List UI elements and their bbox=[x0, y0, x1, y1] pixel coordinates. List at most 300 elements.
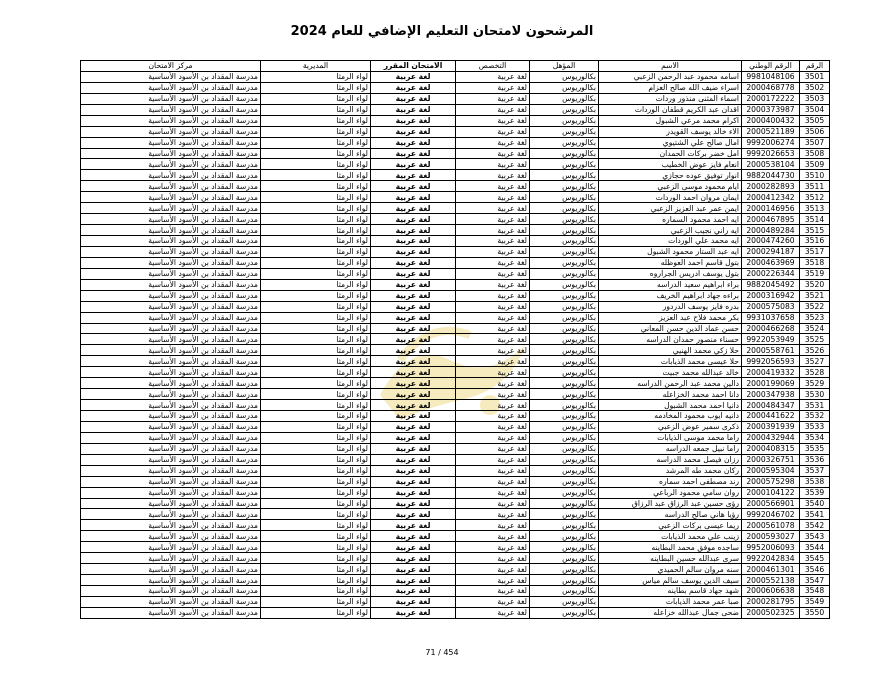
table-row bbox=[81, 170, 830, 181]
cell-specialization: لغة عربية bbox=[456, 586, 530, 597]
cell-directorate: لواء الرمثا bbox=[261, 443, 371, 454]
cell-name: اكرام محمد مرعي الشبول bbox=[599, 115, 742, 126]
header-national-id: الرقم الوطني bbox=[742, 61, 800, 72]
cell-serial: 3503 bbox=[800, 93, 830, 104]
cell-national-id: 2000326751 bbox=[742, 454, 800, 465]
cell-exam: لغة عربية bbox=[371, 596, 456, 607]
cell-national-id: 2000373987 bbox=[742, 104, 800, 115]
cell-exam: لغة عربية bbox=[371, 443, 456, 454]
table-header-row bbox=[81, 61, 830, 72]
cell-serial: 3528 bbox=[800, 367, 830, 378]
cell-serial: 3538 bbox=[800, 476, 830, 487]
cell-specialization: لغة عربية bbox=[456, 279, 530, 290]
cell-name: اسامه محمود عبد الرحمن الزعبي bbox=[599, 71, 742, 82]
cell-exam: لغة عربية bbox=[371, 345, 456, 356]
cell-name: ايمن عمر عبد العزيز الزعبي bbox=[599, 203, 742, 214]
cell-exam: لغة عربية bbox=[371, 170, 456, 181]
cell-exam: لغة عربية bbox=[371, 334, 456, 345]
cell-center: مدرسة المقداد بن الأسود الأساسية bbox=[81, 564, 261, 575]
cell-name: ركان محمد طه المرشد bbox=[599, 465, 742, 476]
cell-serial: 3527 bbox=[800, 356, 830, 367]
cell-directorate: لواء الرمثا bbox=[261, 137, 371, 148]
cell-qualification: بكالوريوس bbox=[530, 367, 599, 378]
cell-name: انوار توفيق عوده حجازي bbox=[599, 170, 742, 181]
cell-directorate: لواء الرمثا bbox=[261, 520, 371, 531]
cell-center: مدرسة المقداد بن الأسود الأساسية bbox=[81, 345, 261, 356]
candidates-table bbox=[80, 60, 830, 619]
cell-exam: لغة عربية bbox=[371, 411, 456, 422]
cell-specialization: لغة عربية bbox=[456, 411, 530, 422]
cell-national-id: 2000408315 bbox=[742, 443, 800, 454]
table-row bbox=[81, 148, 830, 159]
cell-exam: لغة عربية bbox=[371, 323, 456, 334]
cell-name: بكر محمد فلاح عبد العزيز bbox=[599, 312, 742, 323]
cell-specialization: لغة عربية bbox=[456, 531, 530, 542]
table-row bbox=[81, 531, 830, 542]
cell-serial: 3529 bbox=[800, 378, 830, 389]
cell-center: مدرسة المقداد بن الأسود الأساسية bbox=[81, 334, 261, 345]
cell-exam: لغة عربية bbox=[371, 192, 456, 203]
cell-national-id: 9981048106 bbox=[742, 71, 800, 82]
cell-name: دانيه ايوب محمود المخادمه bbox=[599, 411, 742, 422]
cell-national-id: 2000466268 bbox=[742, 323, 800, 334]
table-row bbox=[81, 378, 830, 389]
cell-center: مدرسة المقداد بن الأسود الأساسية bbox=[81, 411, 261, 422]
cell-name: بتول قاسم احمد العوظله bbox=[599, 257, 742, 268]
cell-national-id: 9931037658 bbox=[742, 312, 800, 323]
cell-qualification: بكالوريوس bbox=[530, 443, 599, 454]
cell-directorate: لواء الرمثا bbox=[261, 498, 371, 509]
cell-serial: 3522 bbox=[800, 301, 830, 312]
cell-qualification: بكالوريوس bbox=[530, 170, 599, 181]
cell-serial: 3539 bbox=[800, 487, 830, 498]
cell-specialization: لغة عربية bbox=[456, 356, 530, 367]
cell-center: مدرسة المقداد بن الأسود الأساسية bbox=[81, 487, 261, 498]
cell-exam: لغة عربية bbox=[371, 509, 456, 520]
cell-center: مدرسة المقداد بن الأسود الأساسية bbox=[81, 93, 261, 104]
cell-specialization: لغة عربية bbox=[456, 520, 530, 531]
cell-national-id: 9922053949 bbox=[742, 334, 800, 345]
cell-directorate: لواء الرمثا bbox=[261, 345, 371, 356]
table-row bbox=[81, 367, 830, 378]
cell-center: مدرسة المقداد بن الأسود الأساسية bbox=[81, 443, 261, 454]
table-row bbox=[81, 301, 830, 312]
cell-specialization: لغة عربية bbox=[456, 312, 530, 323]
cell-name: ايه عبد الستار محمود الشبول bbox=[599, 246, 742, 257]
cell-directorate: لواء الرمثا bbox=[261, 509, 371, 520]
cell-directorate: لواء الرمثا bbox=[261, 290, 371, 301]
table-row bbox=[81, 137, 830, 148]
cell-serial: 3505 bbox=[800, 115, 830, 126]
table-row bbox=[81, 257, 830, 268]
cell-specialization: لغة عربية bbox=[456, 71, 530, 82]
cell-specialization: لغة عربية bbox=[456, 454, 530, 465]
cell-national-id: 2000441622 bbox=[742, 411, 800, 422]
cell-name: براءه جهاد ابراهيم الخريف bbox=[599, 290, 742, 301]
cell-qualification: بكالوريوس bbox=[530, 93, 599, 104]
cell-center: مدرسة المقداد بن الأسود الأساسية bbox=[81, 421, 261, 432]
cell-serial: 3510 bbox=[800, 170, 830, 181]
table-row bbox=[81, 225, 830, 236]
cell-national-id: 2000575083 bbox=[742, 301, 800, 312]
cell-center: مدرسة المقداد بن الأسود الأساسية bbox=[81, 126, 261, 137]
table-row bbox=[81, 476, 830, 487]
cell-directorate: لواء الرمثا bbox=[261, 465, 371, 476]
cell-specialization: لغة عربية bbox=[456, 104, 530, 115]
cell-qualification: بكالوريوس bbox=[530, 236, 599, 247]
cell-center: مدرسة المقداد بن الأسود الأساسية bbox=[81, 575, 261, 586]
cell-national-id: 2000484347 bbox=[742, 400, 800, 411]
cell-center: مدرسة المقداد بن الأسود الأساسية bbox=[81, 323, 261, 334]
cell-exam: لغة عربية bbox=[371, 268, 456, 279]
cell-exam: لغة عربية bbox=[371, 586, 456, 597]
cell-qualification: بكالوريوس bbox=[530, 192, 599, 203]
cell-national-id: 2000146956 bbox=[742, 203, 800, 214]
cell-national-id: 2000461301 bbox=[742, 564, 800, 575]
cell-exam: لغة عربية bbox=[371, 148, 456, 159]
cell-specialization: لغة عربية bbox=[456, 421, 530, 432]
cell-name: بتول يوسف ادريس الجراروه bbox=[599, 268, 742, 279]
cell-name: حسناء منصور حمدان الدراسه bbox=[599, 334, 742, 345]
cell-name: راما محمد موسى الذيابات bbox=[599, 432, 742, 443]
cell-specialization: لغة عربية bbox=[456, 564, 530, 575]
cell-qualification: بكالوريوس bbox=[530, 487, 599, 498]
cell-serial: 3548 bbox=[800, 586, 830, 597]
cell-exam: لغة عربية bbox=[371, 312, 456, 323]
cell-exam: لغة عربية bbox=[371, 82, 456, 93]
table-row bbox=[81, 126, 830, 137]
cell-directorate: لواء الرمثا bbox=[261, 421, 371, 432]
cell-directorate: لواء الرمثا bbox=[261, 411, 371, 422]
cell-qualification: بكالوريوس bbox=[530, 586, 599, 597]
cell-exam: لغة عربية bbox=[371, 203, 456, 214]
header-center: مركز الامتحان bbox=[81, 61, 261, 72]
cell-name: زينب علي محمد الذيابات bbox=[599, 531, 742, 542]
cell-directorate: لواء الرمثا bbox=[261, 225, 371, 236]
cell-name: خالد عبدالله محمد جبيت bbox=[599, 367, 742, 378]
cell-center: مدرسة المقداد بن الأسود الأساسية bbox=[81, 596, 261, 607]
cell-national-id: 2000432944 bbox=[742, 432, 800, 443]
cell-center: مدرسة المقداد بن الأسود الأساسية bbox=[81, 82, 261, 93]
cell-name: صبا عمر محمد الذيابات bbox=[599, 596, 742, 607]
table-row bbox=[81, 181, 830, 192]
cell-qualification: بكالوريوس bbox=[530, 553, 599, 564]
cell-directorate: لواء الرمثا bbox=[261, 334, 371, 345]
cell-serial: 3525 bbox=[800, 334, 830, 345]
cell-serial: 3530 bbox=[800, 389, 830, 400]
cell-center: مدرسة المقداد بن الأسود الأساسية bbox=[81, 279, 261, 290]
cell-center: مدرسة المقداد بن الأسود الأساسية bbox=[81, 225, 261, 236]
cell-serial: 3517 bbox=[800, 246, 830, 257]
cell-center: مدرسة المقداد بن الأسود الأساسية bbox=[81, 170, 261, 181]
cell-serial: 3506 bbox=[800, 126, 830, 137]
table-row bbox=[81, 279, 830, 290]
cell-national-id: 2000606638 bbox=[742, 586, 800, 597]
cell-directorate: لواء الرمثا bbox=[261, 575, 371, 586]
cell-national-id: 2000521189 bbox=[742, 126, 800, 137]
cell-name: سنه مروان سالم الحميدي bbox=[599, 564, 742, 575]
cell-directorate: لواء الرمثا bbox=[261, 148, 371, 159]
cell-exam: لغة عربية bbox=[371, 181, 456, 192]
cell-center: مدرسة المقداد بن الأسود الأساسية bbox=[81, 214, 261, 225]
cell-specialization: لغة عربية bbox=[456, 159, 530, 170]
cell-specialization: لغة عربية bbox=[456, 170, 530, 181]
cell-specialization: لغة عربية bbox=[456, 400, 530, 411]
cell-qualification: بكالوريوس bbox=[530, 411, 599, 422]
cell-specialization: لغة عربية bbox=[456, 126, 530, 137]
cell-name: حسن عماد الدين حسن المعاني bbox=[599, 323, 742, 334]
cell-specialization: لغة عربية bbox=[456, 443, 530, 454]
page-number: 71 / 454 bbox=[425, 648, 459, 657]
cell-national-id: 2000474260 bbox=[742, 236, 800, 247]
cell-directorate: لواء الرمثا bbox=[261, 400, 371, 411]
cell-name: ايمان مروان احمد الوردات bbox=[599, 192, 742, 203]
cell-exam: لغة عربية bbox=[371, 301, 456, 312]
cell-specialization: لغة عربية bbox=[456, 334, 530, 345]
cell-specialization: لغة عربية bbox=[456, 323, 530, 334]
cell-qualification: بكالوريوس bbox=[530, 323, 599, 334]
cell-serial: 3533 bbox=[800, 421, 830, 432]
cell-serial: 3532 bbox=[800, 411, 830, 422]
cell-qualification: بكالوريوس bbox=[530, 279, 599, 290]
table-row bbox=[81, 465, 830, 476]
cell-directorate: لواء الرمثا bbox=[261, 367, 371, 378]
header-specialization: التخصص bbox=[456, 61, 530, 72]
cell-qualification: بكالوريوس bbox=[530, 301, 599, 312]
cell-serial: 3549 bbox=[800, 596, 830, 607]
cell-directorate: لواء الرمثا bbox=[261, 487, 371, 498]
cell-exam: لغة عربية bbox=[371, 400, 456, 411]
cell-qualification: بكالوريوس bbox=[530, 476, 599, 487]
cell-directorate: لواء الرمثا bbox=[261, 181, 371, 192]
cell-qualification: بكالوريوس bbox=[530, 148, 599, 159]
cell-center: مدرسة المقداد بن الأسود الأساسية bbox=[81, 268, 261, 279]
cell-national-id: 2000282893 bbox=[742, 181, 800, 192]
cell-name: ضحى جمال عبدالله خزاعله bbox=[599, 607, 742, 618]
cell-name: ايام محمود موسى الزعبي bbox=[599, 181, 742, 192]
cell-directorate: لواء الرمثا bbox=[261, 531, 371, 542]
cell-directorate: لواء الرمثا bbox=[261, 356, 371, 367]
cell-specialization: لغة عربية bbox=[456, 301, 530, 312]
table-row bbox=[81, 487, 830, 498]
cell-serial: 3521 bbox=[800, 290, 830, 301]
cell-exam: لغة عربية bbox=[371, 214, 456, 225]
cell-center: مدرسة المقداد بن الأسود الأساسية bbox=[81, 148, 261, 159]
cell-qualification: بكالوريوس bbox=[530, 421, 599, 432]
cell-directorate: لواء الرمثا bbox=[261, 203, 371, 214]
table-row bbox=[81, 334, 830, 345]
cell-serial: 3546 bbox=[800, 564, 830, 575]
cell-center: مدرسة المقداد بن الأسود الأساسية bbox=[81, 312, 261, 323]
cell-qualification: بكالوريوس bbox=[530, 71, 599, 82]
cell-specialization: لغة عربية bbox=[456, 345, 530, 356]
cell-qualification: بكالوريوس bbox=[530, 575, 599, 586]
cell-specialization: لغة عربية bbox=[456, 115, 530, 126]
cell-directorate: لواء الرمثا bbox=[261, 279, 371, 290]
cell-exam: لغة عربية bbox=[371, 564, 456, 575]
cell-qualification: بكالوريوس bbox=[530, 181, 599, 192]
cell-qualification: بكالوريوس bbox=[530, 214, 599, 225]
cell-serial: 3511 bbox=[800, 181, 830, 192]
cell-directorate: لواء الرمثا bbox=[261, 454, 371, 465]
table-row bbox=[81, 400, 830, 411]
cell-national-id: 2000226344 bbox=[742, 268, 800, 279]
cell-name: امل خضر بركات الحمدان bbox=[599, 148, 742, 159]
cell-directorate: لواء الرمثا bbox=[261, 257, 371, 268]
cell-serial: 3541 bbox=[800, 509, 830, 520]
cell-exam: لغة عربية bbox=[371, 356, 456, 367]
cell-qualification: بكالوريوس bbox=[530, 498, 599, 509]
cell-serial: 3516 bbox=[800, 236, 830, 247]
cell-specialization: لغة عربية bbox=[456, 192, 530, 203]
cell-specialization: لغة عربية bbox=[456, 465, 530, 476]
cell-center: مدرسة المقداد بن الأسود الأساسية bbox=[81, 203, 261, 214]
cell-name: دانيا احمد محمد الشبول bbox=[599, 400, 742, 411]
cell-directorate: لواء الرمثا bbox=[261, 214, 371, 225]
table-row bbox=[81, 421, 830, 432]
table-row bbox=[81, 389, 830, 400]
cell-directorate: لواء الرمثا bbox=[261, 82, 371, 93]
table-row bbox=[81, 312, 830, 323]
table-row bbox=[81, 575, 830, 586]
cell-specialization: لغة عربية bbox=[456, 181, 530, 192]
cell-national-id: 2000391939 bbox=[742, 421, 800, 432]
cell-serial: 3544 bbox=[800, 542, 830, 553]
table-row bbox=[81, 203, 830, 214]
cell-name: اسراء ضيف الله صالح العزام bbox=[599, 82, 742, 93]
cell-center: مدرسة المقداد بن الأسود الأساسية bbox=[81, 553, 261, 564]
cell-center: مدرسة المقداد بن الأسود الأساسية bbox=[81, 531, 261, 542]
cell-name: ريما عيسى بركات الزعبي bbox=[599, 520, 742, 531]
cell-name: روان سامي محمود الرباعي bbox=[599, 487, 742, 498]
cell-national-id: 2000400432 bbox=[742, 115, 800, 126]
cell-national-id: 2000558761 bbox=[742, 345, 800, 356]
cell-serial: 3515 bbox=[800, 225, 830, 236]
cell-qualification: بكالوريوس bbox=[530, 465, 599, 476]
cell-name: ذكرى سمير عوض الزعبي bbox=[599, 421, 742, 432]
cell-exam: لغة عربية bbox=[371, 432, 456, 443]
cell-directorate: لواء الرمثا bbox=[261, 192, 371, 203]
table-row bbox=[81, 520, 830, 531]
cell-directorate: لواء الرمثا bbox=[261, 301, 371, 312]
cell-serial: 3524 bbox=[800, 323, 830, 334]
cell-qualification: بكالوريوس bbox=[530, 542, 599, 553]
table-row bbox=[81, 356, 830, 367]
table-row bbox=[81, 498, 830, 509]
cell-qualification: بكالوريوس bbox=[530, 159, 599, 170]
cell-specialization: لغة عربية bbox=[456, 498, 530, 509]
cell-exam: لغة عربية bbox=[371, 104, 456, 115]
cell-center: مدرسة المقداد بن الأسود الأساسية bbox=[81, 71, 261, 82]
cell-name: حلا عيسى محمد الذيابات bbox=[599, 356, 742, 367]
cell-exam: لغة عربية bbox=[371, 454, 456, 465]
cell-qualification: بكالوريوس bbox=[530, 564, 599, 575]
cell-exam: لغة عربية bbox=[371, 531, 456, 542]
cell-national-id: 2000561078 bbox=[742, 520, 800, 531]
cell-center: مدرسة المقداد بن الأسود الأساسية bbox=[81, 586, 261, 597]
cell-specialization: لغة عربية bbox=[456, 607, 530, 618]
cell-serial: 3535 bbox=[800, 443, 830, 454]
cell-center: مدرسة المقداد بن الأسود الأساسية bbox=[81, 137, 261, 148]
cell-specialization: لغة عربية bbox=[456, 596, 530, 607]
cell-serial: 3520 bbox=[800, 279, 830, 290]
cell-qualification: بكالوريوس bbox=[530, 203, 599, 214]
cell-serial: 3537 bbox=[800, 465, 830, 476]
table-row bbox=[81, 323, 830, 334]
cell-national-id: 9992006274 bbox=[742, 137, 800, 148]
cell-exam: لغة عربية bbox=[371, 257, 456, 268]
cell-name: اسماء المثنى منذور وردات bbox=[599, 93, 742, 104]
cell-specialization: لغة عربية bbox=[456, 225, 530, 236]
cell-specialization: لغة عربية bbox=[456, 82, 530, 93]
cell-center: مدرسة المقداد بن الأسود الأساسية bbox=[81, 465, 261, 476]
cell-center: مدرسة المقداد بن الأسود الأساسية bbox=[81, 301, 261, 312]
cell-exam: لغة عربية bbox=[371, 465, 456, 476]
table-row bbox=[81, 542, 830, 553]
cell-specialization: لغة عربية bbox=[456, 148, 530, 159]
cell-directorate: لواء الرمثا bbox=[261, 236, 371, 247]
cell-exam: لغة عربية bbox=[371, 279, 456, 290]
cell-exam: لغة عربية bbox=[371, 487, 456, 498]
cell-directorate: لواء الرمثا bbox=[261, 586, 371, 597]
cell-qualification: بكالوريوس bbox=[530, 126, 599, 137]
cell-directorate: لواء الرمثا bbox=[261, 553, 371, 564]
cell-specialization: لغة عربية bbox=[456, 389, 530, 400]
cell-name: رزان فيصل محمد الدراسه bbox=[599, 454, 742, 465]
cell-specialization: لغة عربية bbox=[456, 257, 530, 268]
header-directorate: المديرية bbox=[261, 61, 371, 72]
cell-specialization: لغة عربية bbox=[456, 542, 530, 553]
cell-directorate: لواء الرمثا bbox=[261, 596, 371, 607]
cell-national-id: 2000489284 bbox=[742, 225, 800, 236]
cell-exam: لغة عربية bbox=[371, 115, 456, 126]
cell-center: مدرسة المقداد بن الأسود الأساسية bbox=[81, 104, 261, 115]
cell-national-id: 2000347938 bbox=[742, 389, 800, 400]
cell-serial: 3509 bbox=[800, 159, 830, 170]
cell-directorate: لواء الرمثا bbox=[261, 93, 371, 104]
table-row bbox=[81, 82, 830, 93]
cell-specialization: لغة عربية bbox=[456, 553, 530, 564]
cell-national-id: 2000552138 bbox=[742, 575, 800, 586]
cell-serial: 3540 bbox=[800, 498, 830, 509]
cell-center: مدرسة المقداد بن الأسود الأساسية bbox=[81, 498, 261, 509]
cell-name: سيف الدين يوسف سالم مياس bbox=[599, 575, 742, 586]
table-row bbox=[81, 443, 830, 454]
cell-national-id: 9992046702 bbox=[742, 509, 800, 520]
cell-exam: لغة عربية bbox=[371, 246, 456, 257]
cell-specialization: لغة عربية bbox=[456, 487, 530, 498]
cell-specialization: لغة عربية bbox=[456, 575, 530, 586]
table-row bbox=[81, 596, 830, 607]
cell-exam: لغة عربية bbox=[371, 126, 456, 137]
cell-qualification: بكالوريوس bbox=[530, 389, 599, 400]
cell-serial: 3534 bbox=[800, 432, 830, 443]
cell-directorate: لواء الرمثا bbox=[261, 71, 371, 82]
cell-center: مدرسة المقداد بن الأسود الأساسية bbox=[81, 607, 261, 618]
cell-qualification: بكالوريوس bbox=[530, 509, 599, 520]
cell-national-id: 9922042834 bbox=[742, 553, 800, 564]
cell-serial: 3518 bbox=[800, 257, 830, 268]
cell-qualification: بكالوريوس bbox=[530, 82, 599, 93]
cell-serial: 3513 bbox=[800, 203, 830, 214]
cell-name: سرى عبدالله حسين البطاينه bbox=[599, 553, 742, 564]
cell-specialization: لغة عربية bbox=[456, 203, 530, 214]
cell-qualification: بكالوريوس bbox=[530, 454, 599, 465]
cell-serial: 3514 bbox=[800, 214, 830, 225]
cell-directorate: لواء الرمثا bbox=[261, 476, 371, 487]
cell-center: مدرسة المقداد بن الأسود الأساسية bbox=[81, 476, 261, 487]
cell-national-id: 2000419332 bbox=[742, 367, 800, 378]
